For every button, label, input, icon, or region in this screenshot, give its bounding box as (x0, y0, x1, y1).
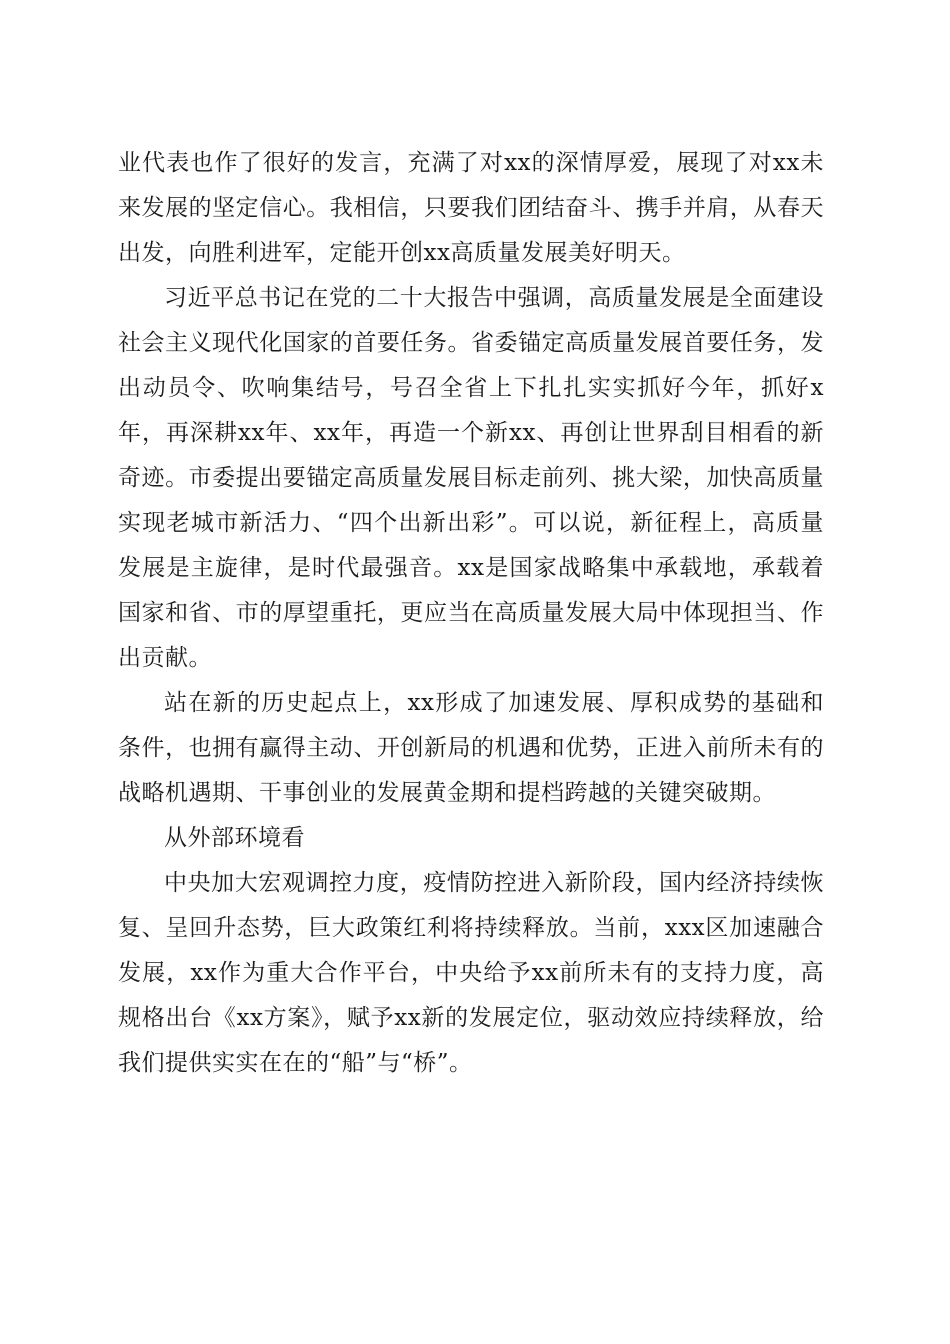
paragraph-5: 中央加大宏观调控力度，疫情防控进入新阶段，国内经济持续恢复、呈回升态势，巨大政策红利将持续释放。当前，xxx区加速融合发展，xx作为重大合作平台，中央给予xx前所未有的支持力度，高规格出台《xx方案》，赋予xx新的发展定位，驱动效应持续释放，给我们提供实实在在的“船”与“桥”。 (118, 870, 824, 1076)
section-heading-external-environment: 从外部环境看 (164, 825, 305, 851)
paragraph-1: 业代表也作了很好的发言，充满了对xx的深情厚爱，展现了对xx未来发展的坚定信心。我相信，只要我们团结奋斗、携手并肩，从春天出发，向胜利进军，定能开创xx高质量发展美好明天。 (118, 150, 824, 266)
paragraph-3: 站在新的历史起点上，xx形成了加速发展、厚积成势的基础和条件，也拥有赢得主动、开创新局的机遇和优势，正进入前所未有的战略机遇期、干事创业的发展黄金期和提档跨越的关键突破期。 (118, 690, 824, 806)
document-body (118, 141, 824, 1086)
paragraph-2: 习近平总书记在党的二十大报告中强调，高质量发展是全面建设社会主义现代化国家的首要任务。省委锚定高质量发展首要任务，发出动员令、吹响集结号，号召全省上下扎扎实实抓好今年，抓好x年，再深耕xx年、xx年，再造一个新xx、再创让世界刮目相看的新奇迹。市委提出要锚定高质量发展目标走前列、挑大梁，加快高质量实现老城市新活力、“四个出新出彩”。可以说，新征程上，高质量发展是主旋律，是时代最强音。xx是国家战略集中承载地，承载着国家和省、市的厚望重托，更应当在高质量发展大局中体现担当、作出贡献。 (118, 285, 824, 671)
